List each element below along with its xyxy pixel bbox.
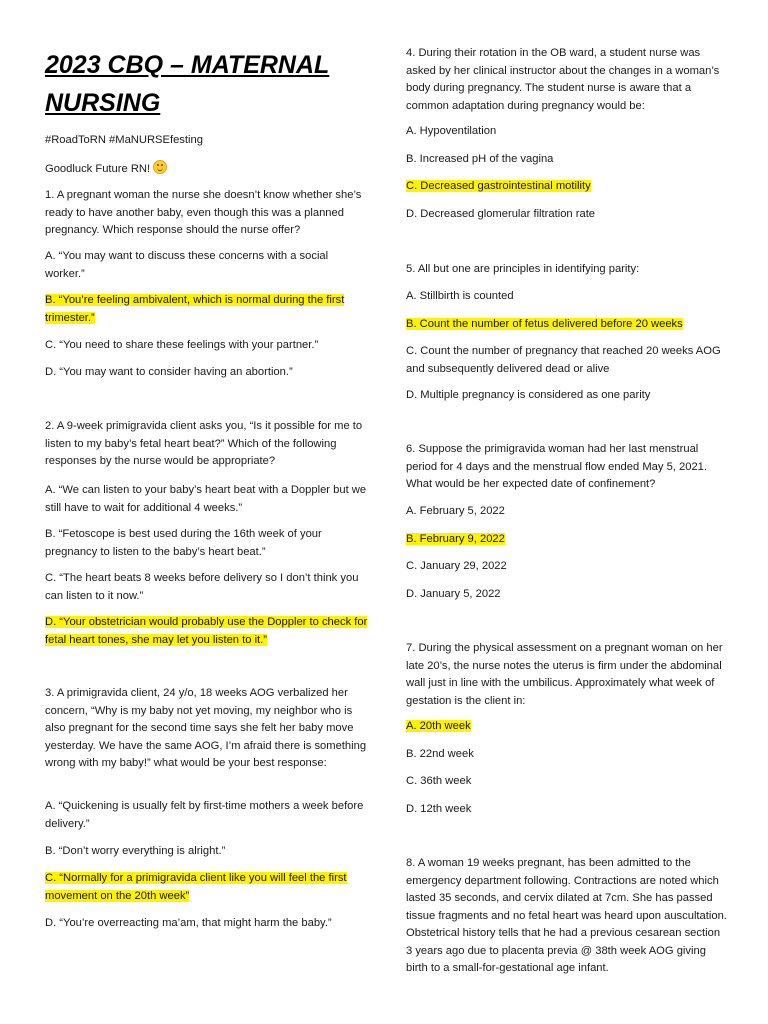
question-6-option-b-answer (406, 531, 728, 549)
question-1-stem: 1. A pregnant woman the nurse she doesn’t know whether she’s ready to have another baby, even though this was a planned pregnancy. Which response should the nurse offer? (45, 189, 362, 236)
question-4-option-d: D. Decreased glomerular filtration rate (406, 208, 596, 220)
answer-highlight: B. “You’re feeling ambivalent, which is normal during the first trimester.” (45, 294, 345, 324)
greeting-text: Goodluck Future RN! (45, 163, 151, 175)
question-4-option-a: A. Hypoventilation (406, 125, 497, 137)
answer-highlight: A. 20th week (406, 720, 471, 732)
question-8-stem: 8. A woman 19 weeks pregnant, has been admitted to the emergency department following. Contractions are noted which lasted 35 seconds, and cervix dilated at 7cm. She has passed tissue fragments and no fetal heart was heard upon auscultation. Obstetrical history tells that he had a previous cesarean section 3 years ago due to placenta previa @ 38th week AOG giving birth to a small-for-gestational age infant. (406, 857, 727, 974)
question-6-option-a: A. February 5, 2022 (406, 505, 505, 517)
question-1-option-b-answer (45, 292, 370, 327)
question-3-option-c-answer (45, 870, 370, 905)
question-5-stem: 5. All but one are principles in identifying parity: (406, 263, 640, 275)
smiling-face-icon (153, 160, 167, 174)
question-2-option-b: B. “Fetoscope is best used during the 16th week of your pregnancy to listen to the baby’s heart beat.” (45, 528, 322, 558)
question-2-option-c: C. “The heart beats 8 weeks before delivery so I don’t think you can listen to it now.” (45, 572, 359, 602)
hashtags: #RoadToRN #MaNURSEfesting (45, 134, 203, 146)
question-3-option-a: A. “Quickening is usually felt by first-time mothers a week before delivery.” (45, 800, 364, 830)
question-1-option-c: C. “You need to share these feelings with your partner.” (45, 339, 319, 351)
question-7-stem: 7. During the physical assessment on a pregnant woman on her late 20’s, the nurse notes the uterus is firm under the abdominal wall just in line with the umbilicus. Approximately what week of gestation is the client in: (406, 642, 723, 707)
question-3-stem: 3. A primigravida client, 24 y/o, 18 weeks AOG verbalized her concern, “Why is my baby not yet moving, my neighbor who is also pregnant for the second time says she felt her baby move yesterday. We have the same AOG, I’m afraid there is something wrong with my baby!” what would be your best response: (45, 687, 367, 769)
question-7-option-b: B. 22nd week (406, 748, 474, 760)
question-7-option-d: D. 12th week (406, 803, 472, 815)
question-3-option-d: D. “You’re overreacting ma’am, that might harm the baby.” (45, 917, 332, 929)
question-4-option-b: B. Increased pH of the vagina (406, 153, 554, 165)
question-7-option-a-answer (406, 718, 728, 736)
question-6-option-d: D. January 5, 2022 (406, 588, 501, 600)
question-7-option-c: C. 36th week (406, 775, 472, 787)
question-4-option-c-answer (406, 178, 728, 196)
answer-highlight: B. Count the number of fetus delivered before 20 weeks (406, 318, 683, 330)
answer-highlight: C. Decreased gastrointestinal motility (406, 180, 591, 192)
question-2-option-d-answer (45, 614, 370, 649)
question-4-stem: 4. During their rotation in the OB ward, a student nurse was asked by her clinical instructor about the changes in a woman’s body during pregnancy. The student nurse is aware that a common adaptation during pregnancy would be: (406, 47, 720, 112)
greeting-line (45, 160, 370, 179)
answer-highlight: D. “Your obstetrician would probably use the Doppler to check for fetal heart tones, she may let you listen to it.” (45, 616, 368, 646)
question-6-option-c: C. January 29, 2022 (406, 560, 507, 572)
answer-highlight: B. February 9, 2022 (406, 533, 505, 545)
question-6-stem: 6. Suppose the primigravida woman had her last menstrual period for 4 days and the menstrual flow ended May 5, 2021. What would be her expected date of confinement? (406, 443, 708, 490)
question-2-option-a: A. “We can listen to your baby’s heart beat with a Doppler but we still have to wait for additional 4 weeks.” (45, 484, 367, 514)
question-5-option-b-answer (406, 316, 728, 334)
question-3-option-b: B. “Don’t worry everything is alright.” (45, 845, 226, 857)
answer-highlight: C. “Normally for a primigravida client like you will feel the first movement on the 20th week” (45, 872, 347, 902)
question-1-option-a: A. “You may want to discuss these concerns with a social worker.” (45, 250, 329, 280)
document-title: 2023 CBQ – MATERNAL NURSING (45, 51, 330, 117)
question-1-option-d: D. “You may want to consider having an abortion.” (45, 366, 293, 378)
question-5-option-c: C. Count the number of pregnancy that reached 20 weeks AOG and subsequently delivered dead or alive (406, 345, 721, 375)
question-5-option-d: D. Multiple pregnancy is considered as one parity (406, 389, 651, 401)
question-2-stem: 2. A 9-week primigravida client asks you, “Is it possible for me to listen to my baby’s fetal heart beat?” Which of the following responses by the nurse would be appropriate? (45, 420, 363, 467)
question-5-option-a: A. Stillbirth is counted (406, 290, 514, 302)
